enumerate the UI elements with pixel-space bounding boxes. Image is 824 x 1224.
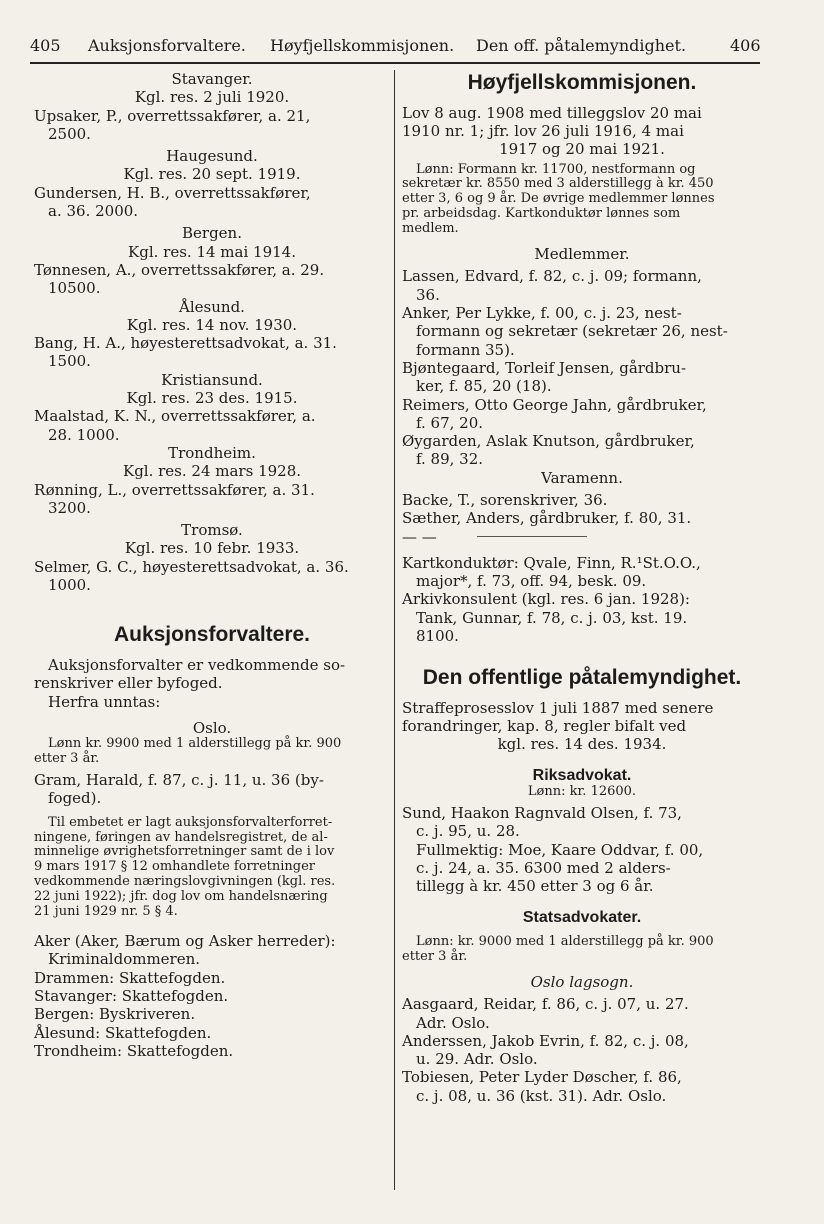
entry-line: Bjøntegaard, Torleif Jensen, gårdbru- [402, 358, 687, 377]
right-column [402, 70, 762, 1105]
subsection-heading-riksadvokat: Riksadvokat. [532, 766, 632, 784]
intro-text: renskriver eller byfoged. [34, 674, 223, 693]
entry-line: Gundersen, H. B., overrettssakfører, [34, 183, 311, 202]
salary-note: sekretær kr. 8550 med 3 alderstillegg à kr. 450 [402, 176, 714, 192]
footnote-text: vedkommende næringslovgivningen (kgl. res. [34, 874, 336, 890]
footnote-text: 9 mars 1917 § 12 omhandlete forretninger [34, 859, 316, 875]
entry-line: Tønnesen, A., overrettssakfører, a. 29. [34, 260, 325, 279]
city-heading: Bergen. [182, 224, 242, 243]
royal-resolution: Kgl. res. 23 des. 1915. [126, 389, 298, 408]
entry-line: Rønning, L., overrettssakfører, a. 31. [34, 480, 315, 499]
entry-line: Adr. Oslo. [416, 1013, 490, 1032]
entry-line: Tobiesen, Peter Lyder Døscher, f. 86, [402, 1068, 682, 1087]
header-section-3: Den off. påtalemyndighet. [476, 36, 687, 55]
entry-line: Sæther, Anders, gårdbruker, f. 80, 31. [402, 509, 692, 528]
entry-line: u. 29. Adr. Oslo. [416, 1050, 538, 1069]
footnote-text: minnelige øvrighetsforretninger samt de i lov [34, 844, 335, 860]
entry-line: Maalstad, K. N., overrettssakfører, a. [34, 407, 316, 426]
salary-note: Lønn kr. 9900 med 1 alderstillegg på kr. 900 [48, 736, 342, 752]
entry-line: 3200. [48, 498, 91, 517]
district-line: Drammen: Skattefogden. [34, 968, 226, 987]
city-heading: Stavanger. [171, 70, 253, 88]
city-heading: Kristiansund. [161, 370, 263, 389]
city-heading: Oslo. [192, 718, 232, 737]
entry-line: Reimers, Otto George Jahn, gårdbruker, [402, 395, 707, 414]
intro-text: Auksjonsforvalter er vedkommende so- [48, 655, 346, 674]
salary-note: etter 3 år. [402, 949, 468, 965]
page-number-right: 406 [730, 36, 761, 55]
subsection-heading: Varamenn. [541, 468, 623, 487]
entry-line: 1500. [48, 352, 91, 371]
short-rule [477, 536, 587, 537]
entry-line: tillegg à kr. 450 etter 3 og 6 år. [416, 877, 654, 896]
footnote-text: 21 juni 1929 nr. 5 § 4. [34, 904, 178, 920]
entry-line: Selmer, G. C., høyesterettsadvokat, a. 36. [34, 557, 349, 576]
entry-line: Lassen, Edvard, f. 82, c. j. 09; formann, [402, 267, 702, 286]
subsection-heading: Medlemmer. [534, 245, 630, 264]
entry-line: Tank, Gunnar, f. 78, c. j. 03, kst. 19. [416, 608, 688, 627]
royal-resolution: Kgl. res. 14 mai 1914. [128, 242, 296, 261]
entry-line: Øygarden, Aslak Knutson, gårdbruker, [402, 432, 695, 451]
entry-line: Backe, T., sorenskriver, 36. [402, 491, 608, 510]
district-line: Kriminaldommeren. [48, 950, 201, 969]
law-reference: 1910 nr. 1; jfr. lov 26 juli 1916, 4 mai [402, 121, 684, 140]
law-reference: kgl. res. 14 des. 1934. [497, 735, 667, 754]
entry-line: formann og sekretær (sekretær 26, nest- [416, 322, 728, 341]
running-header [30, 30, 760, 60]
header-section-1: Auksjonsforvaltere. [88, 36, 246, 55]
page-number-left: 405 [30, 36, 61, 55]
entry-line: formann 35). [416, 340, 515, 359]
entry-line: Aasgaard, Reidar, f. 86, c. j. 07, u. 27. [402, 995, 689, 1014]
city-heading: Trondheim. [168, 443, 256, 462]
royal-resolution: Kgl. res. 20 sept. 1919. [123, 165, 301, 184]
salary-note: Lønn: kr. 9000 med 1 alderstillegg på kr. 900 [416, 934, 714, 950]
royal-resolution: Kgl. res. 2 juli 1920. [134, 88, 290, 107]
district-line: Stavanger: Skattefogden. [34, 987, 229, 1006]
dash-separator: — — [402, 527, 437, 546]
entry-line: Arkivkonsulent (kgl. res. 6 jan. 1928): [402, 590, 690, 609]
district-line: Trondheim: Skattefogden. [34, 1041, 234, 1060]
intro-text: Herfra unntas: [48, 692, 161, 711]
royal-resolution: Kgl. res. 24 mars 1928. [122, 462, 302, 481]
header-rule [30, 62, 760, 64]
entry-line: a. 36. 2000. [48, 202, 139, 221]
section-heading-hoyfjellskommisjonen: Høyfjellskommisjonen. [467, 71, 697, 94]
royal-resolution: Kgl. res. 10 febr. 1933. [124, 539, 300, 558]
left-column [34, 70, 390, 1060]
footnote-text: 22 juni 1922); jfr. dog lov om handelsnæring [34, 889, 328, 905]
entry-line: foged). [48, 789, 102, 808]
column-divider [394, 70, 395, 1190]
district-line: Aker (Aker, Bærum og Asker herreder): [34, 932, 336, 951]
entry-line: 28. 1000. [48, 425, 120, 444]
law-reference: 1917 og 20 mai 1921. [499, 140, 665, 159]
section-heading-patalemyndighet: Den offentlige påtalemyndighet. [422, 666, 742, 690]
section-heading-auksjonsforvaltere: Auksjonsforvaltere. [113, 623, 311, 647]
entry-line: 8100. [416, 626, 459, 645]
entry-line: c. j. 95, u. 28. [416, 822, 520, 841]
entry-line: 2500. [48, 124, 91, 143]
district-heading: Oslo lagsogn. [530, 972, 634, 991]
salary-note: etter 3, 6 og 9 år. De øvrige medlemmer lønnes [402, 191, 715, 207]
salary-note: medlem. [402, 221, 459, 237]
entry-line: 1000. [48, 576, 91, 595]
entry-line: f. 89, 32. [416, 450, 484, 469]
entry-line: 10500. [48, 279, 101, 298]
entry-line: Anker, Per Lykke, f. 00, c. j. 23, nest- [402, 304, 682, 323]
entry-line: c. j. 08, u. 36 (kst. 31). Adr. Oslo. [416, 1086, 667, 1105]
entry-line: Upsaker, P., overrettssakfører, a. 21, [34, 106, 311, 125]
salary-note: pr. arbeidsdag. Kartkonduktør lønnes som [402, 206, 681, 222]
salary-note: Lønn: kr. 12600. [527, 784, 637, 800]
entry-line: Anderssen, Jakob Evrin, f. 82, c. j. 08, [402, 1031, 689, 1050]
entry-line: Sund, Haakon Ragnvald Olsen, f. 73, [402, 804, 682, 823]
city-heading: Tromsø. [181, 521, 243, 540]
entry-line: Gram, Harald, f. 87, c. j. 11, u. 36 (by- [34, 770, 324, 789]
city-heading: Haugesund. [166, 147, 258, 166]
entry-line: Bang, H. A., høyesterettsadvokat, a. 31. [34, 334, 337, 353]
law-reference: forandringer, kap. 8, regler bifalt ved [402, 717, 687, 736]
entry-line: major*, f. 73, off. 94, besk. 09. [416, 571, 647, 590]
royal-resolution: Kgl. res. 14 nov. 1930. [126, 315, 298, 334]
district-line: Bergen: Byskriveren. [34, 1005, 196, 1024]
city-heading: Ålesund. [179, 297, 245, 316]
salary-note: etter 3 år. [34, 751, 100, 767]
entry-line: f. 67, 20. [416, 413, 484, 432]
subsection-heading-statsadvokater: Statsadvokater. [522, 908, 642, 926]
law-reference: Straffeprosesslov 1 juli 1887 med senere [402, 698, 714, 717]
district-line: Ålesund: Skattefogden. [34, 1023, 212, 1042]
entry-line: Kartkonduktør: Qvale, Finn, R.¹St.O.O., [402, 553, 701, 572]
header-section-2: Høyfjellskommisjonen. [270, 36, 455, 55]
entry-line: Fullmektig: Moe, Kaare Oddvar, f. 00, [416, 840, 704, 859]
entry-line: c. j. 24, a. 35. 6300 med 2 alders- [416, 858, 671, 877]
entry-line: ker, f. 85, 20 (18). [416, 377, 552, 396]
law-reference: Lov 8 aug. 1908 med tilleggslov 20 mai [402, 103, 702, 122]
footnote-text: Til embetet er lagt auksjonsforvalterforret- [48, 814, 333, 830]
separator [402, 528, 762, 546]
entry-line: 36. [416, 285, 440, 304]
salary-note: Lønn: Formann kr. 11700, nestformann og [416, 161, 696, 177]
footnote-text: ningene, føringen av handelsregistret, de al- [34, 829, 328, 845]
